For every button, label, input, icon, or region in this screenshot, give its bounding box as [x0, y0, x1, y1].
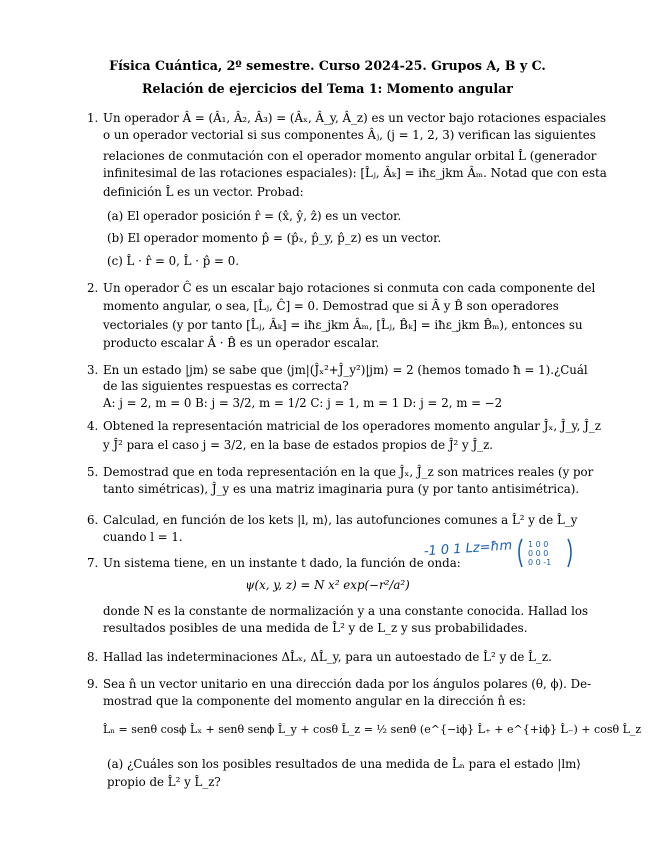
problem-1-line-3: relaciones de conmutación con el operador momento angular orbital L̂ (generador [103, 149, 597, 163]
problem-6-line-1: Calculad, en función de los kets |l, m⟩, las autofunciones comunes a L̂² y de L̂_y [103, 513, 578, 527]
problem-1-subitem-a: (a) El operador posición r̂ = (x̂, ŷ, ẑ) es un vector. [107, 209, 402, 223]
problem-1-subitem-b: (b) El operador momento p̂ = (p̂ₓ, p̂_y, p̂_z) es un vector. [107, 231, 442, 245]
problem-3-options: A: j = 2, m = 0 B: j = 3/2, m = 1/2 C: j = 1, m = 1 D: j = 2, m = −2 [103, 396, 503, 410]
problem-7-line-1: Un sistema tiene, en un instante t dado, la función de onda: [103, 556, 461, 570]
problem-2-number: 2. [87, 281, 99, 295]
problem-3-line-1: En un estado |jm⟩ se sabe que ⟨jm|(Ĵₓ²+Ĵ_y²)|jm⟩ = 2 (hemos tomado ħ = 1).¿Cuál [103, 363, 588, 377]
problem-1-line-5: definición L̂ es un vector. Probad: [103, 185, 304, 199]
problem-9-number: 9. [87, 677, 99, 691]
svg-text:1 0 0: 1 0 0 [528, 540, 549, 549]
problem-5-number: 5. [87, 465, 99, 479]
problem-1-line-4: infinitesimal de las rotaciones espaciales): [L̂ⱼ, Âₖ] = iħε_jkm Âₘ. Notad que con esta [103, 166, 607, 180]
problem-3-line-2: de las siguientes respuestas es correcta? [103, 379, 349, 393]
problem-4-number: 4. [87, 419, 99, 433]
problem-7-after-2: resultados posibles de una medida de L̂² y de L_z y sus probabilidades. [103, 621, 528, 635]
problem-5-line-1: Demostrad que en toda representación en la que Ĵₓ, Ĵ_z son matrices reales (y por [103, 465, 594, 479]
problem-1-line-2: o un operador vectorial si sus componentes Âⱼ, (j = 1, 2, 3) verifican las siguientes [103, 128, 596, 142]
problem-3-number: 3. [87, 363, 99, 377]
problem-2-line-3: vectoriales (y por tanto [L̂ⱼ, Âₖ] = iħε_jkm Âₘ, [L̂ⱼ, B̂ₖ] = iħε_jkm B̂ₘ), entonces su [103, 318, 583, 332]
header-line-2: Relación de ejercicios del Tema 1: Momento angular [142, 81, 513, 96]
problem-8-line-1: Hallad las indeterminaciones ΔL̂ₓ, ΔL̂_y, para un autoestado de L̂² y de L̂_z. [103, 650, 552, 664]
problem-9-subitem-a-1: (a) ¿Cuáles son los posibles resultados de una medida de L̂ₙ para el estado |lm⟩ [107, 757, 581, 771]
problem-8-number: 8. [87, 650, 99, 664]
svg-text:0 0 0: 0 0 0 [528, 549, 549, 558]
problem-1-number: 1. [87, 111, 99, 125]
problem-2-line-4: producto escalar Â · B̂ es un operador escalar. [103, 336, 380, 350]
problem-7-equation: ψ(x, y, z) = N x² exp(−r²/a²) [245, 578, 410, 592]
handwriting-text: -1 0 1 Lz=ħm [423, 538, 513, 560]
svg-text:0 0 -1: 0 0 -1 [528, 558, 552, 567]
problem-4-line-2: y Ĵ² para el caso j = 3/2, en la base de estados propios de Ĵ² y Ĵ_z. [103, 438, 494, 452]
problem-2-line-1: Un operador Ĉ es un escalar bajo rotaciones si conmuta con cada componente del [103, 281, 596, 295]
problem-9-line-2: mostrad que la componente del momento angular en la dirección n̂ es: [103, 694, 526, 708]
problem-4-line-1: Obtened la representación matricial de los operadores momento angular Ĵₓ, Ĵ_y, Ĵ_z [103, 419, 601, 433]
problem-7-after-1: donde N es la constante de normalización y a una constante conocida. Hallad los [103, 604, 589, 618]
problem-6-number: 6. [87, 513, 99, 527]
problem-2-line-2: momento angular, o sea, [L̂ⱼ, Ĉ] = 0. Demostrad que si Â y B̂ son operadores [103, 299, 559, 313]
problem-9-equation: L̂ₙ = senθ cosϕ L̂ₓ + senθ senϕ L̂_y + cosθ L̂_z = ½ senθ (e^{−iϕ} L̂₊ + e^{+iϕ} L̂₋) + cosθ L̂_z [103, 723, 642, 736]
header-line-1: Física Cuántica, 2º semestre. Curso 2024-25. Grupos A, B y C. [109, 58, 546, 73]
problem-7-number: 7. [87, 556, 99, 570]
problem-9-subitem-a-2: propio de L̂² y L̂_z? [107, 775, 221, 789]
problem-1-line-1: Un operador Â = (Â₁, Â₂, Â₃) = (Âₓ, Â_y, Â_z) es un vector bajo rotaciones espaciales [103, 111, 607, 125]
problem-5-line-2: tanto simétricas), Ĵ_y es una matriz imaginaria pura (y por tanto antisimétrica). [103, 482, 580, 496]
problem-1-subitem-c: (c) L̂ · r̂ = 0, L̂ · p̂ = 0. [107, 254, 239, 268]
problem-6-line-2: cuando l = 1. [103, 530, 183, 544]
problem-9-line-1: Sea n̂ un vector unitario en una dirección dada por los ángulos polares (θ, ϕ). De- [103, 677, 592, 691]
